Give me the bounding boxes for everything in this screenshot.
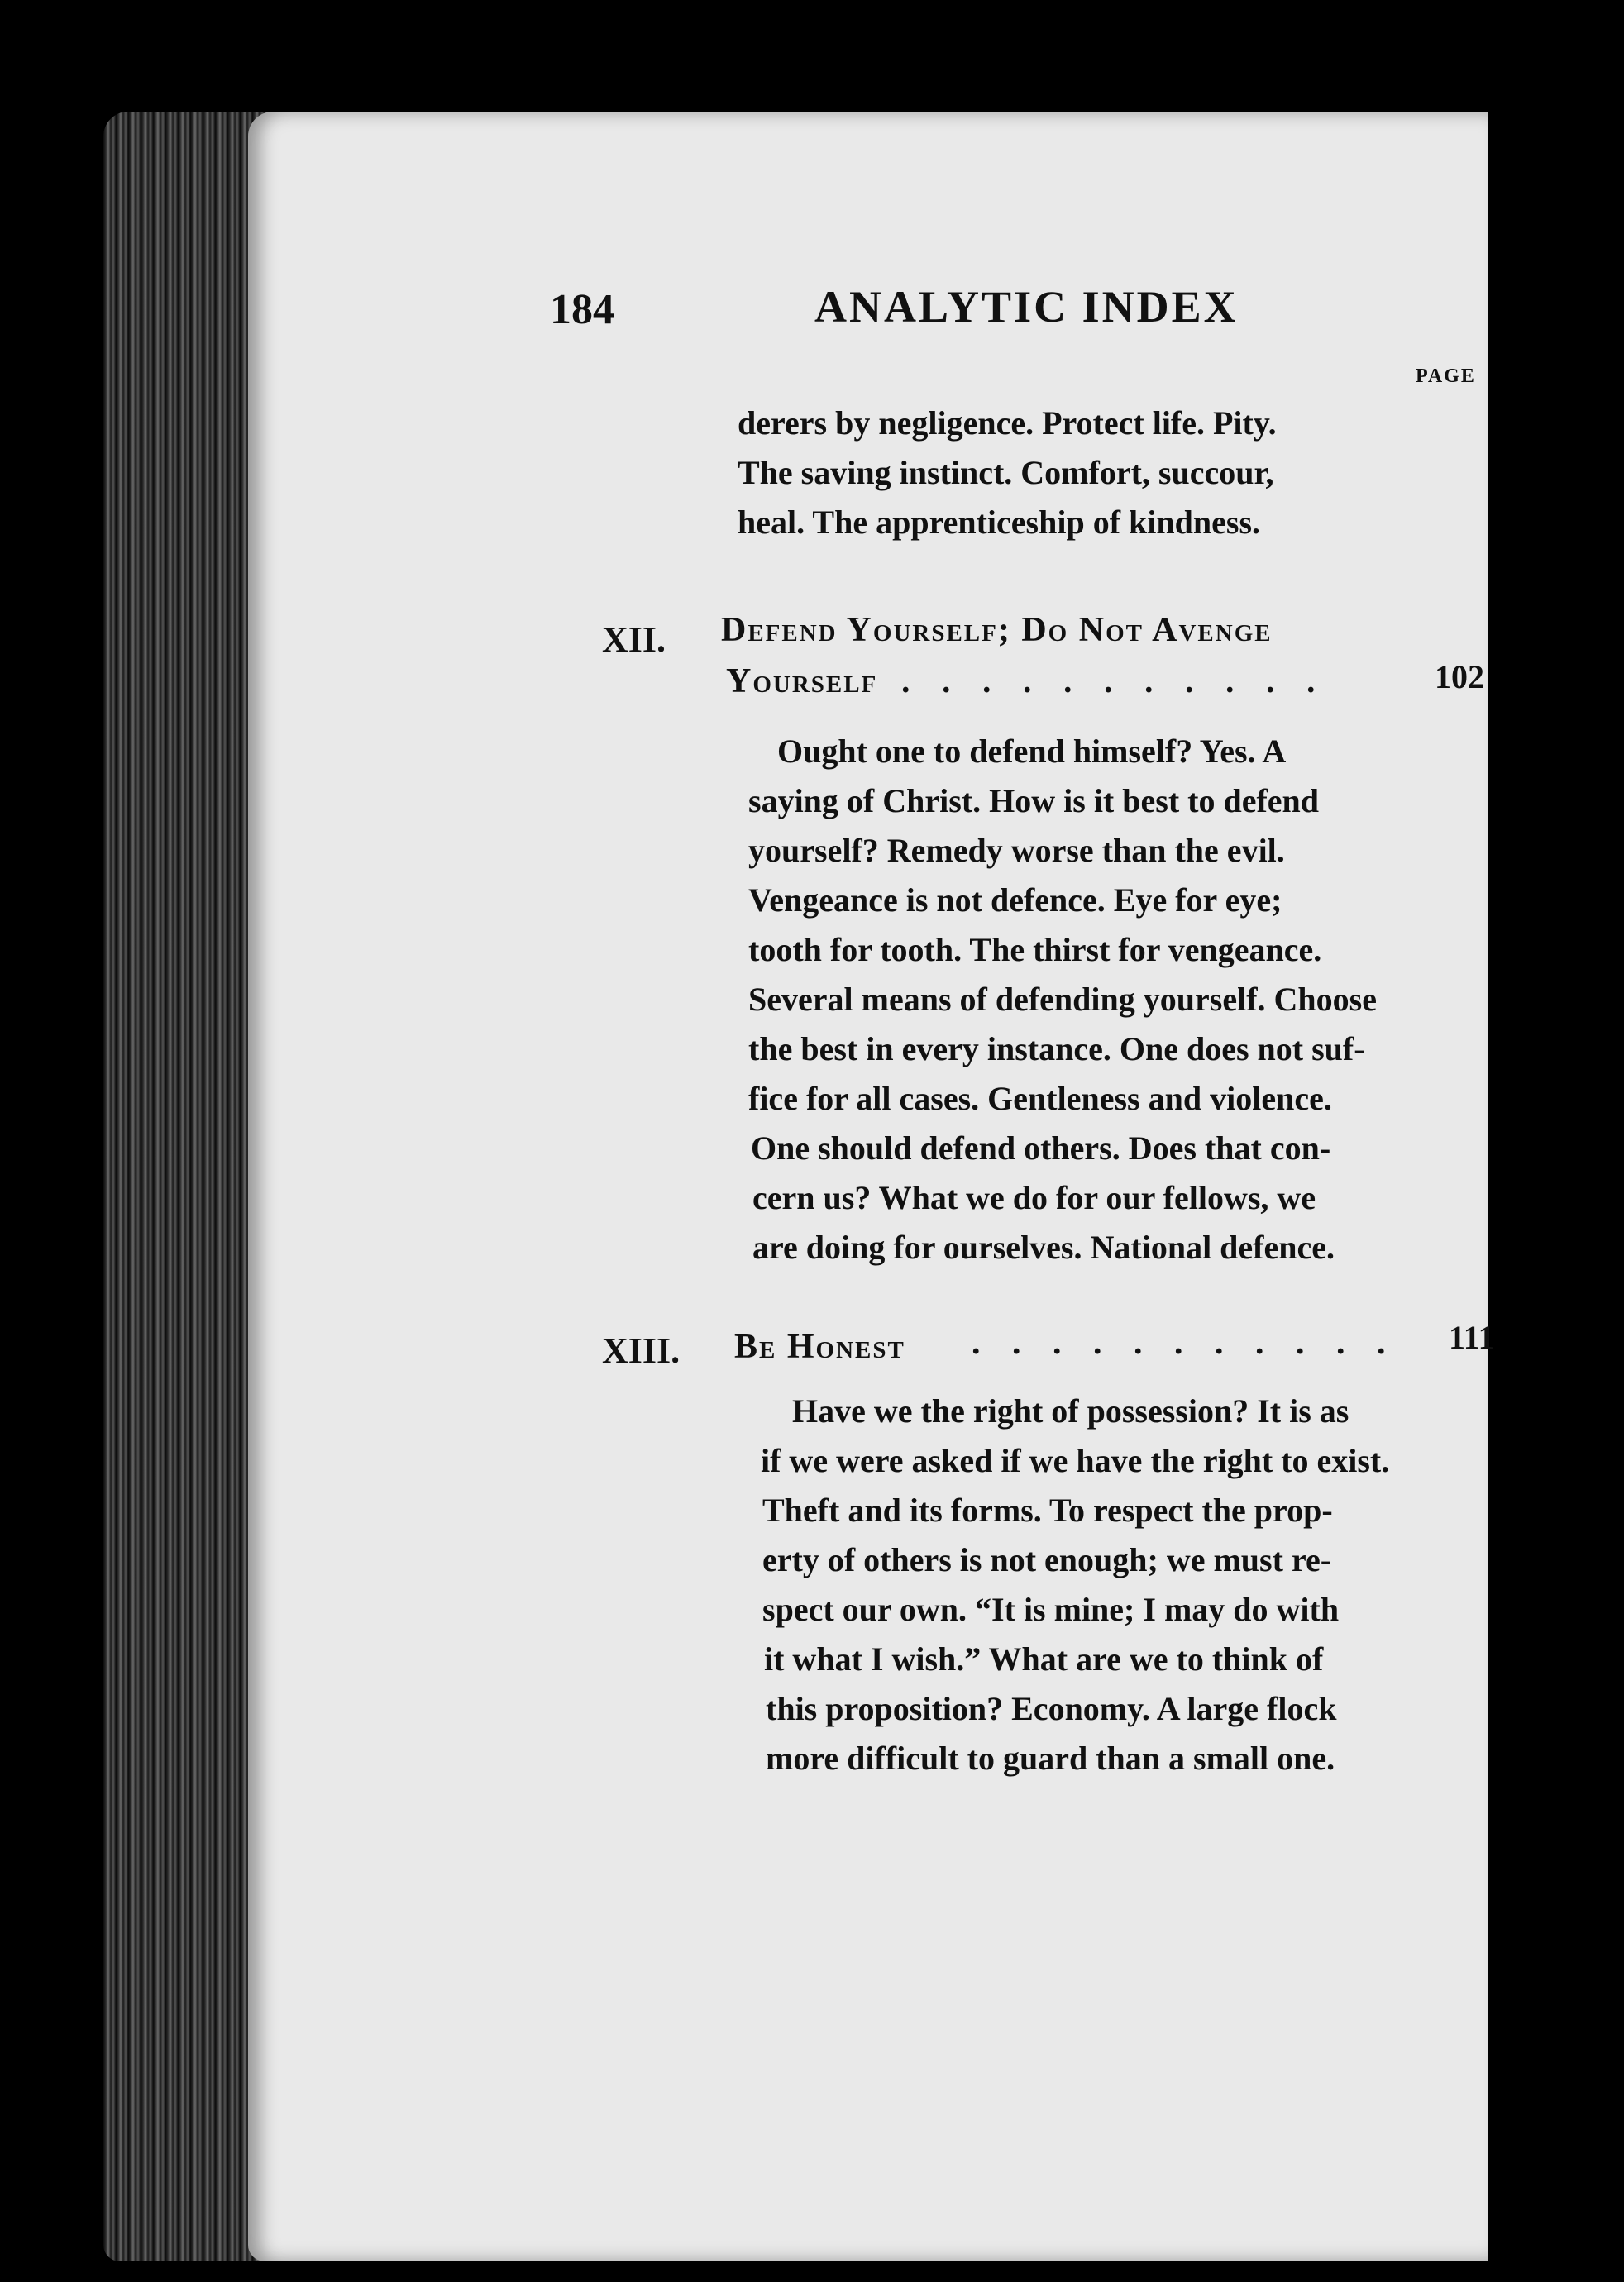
- entry-numeral: XII.: [602, 619, 666, 660]
- entry-summary-line: Ought one to defend himself? Yes. A: [777, 733, 1287, 770]
- entry-summary-line: Vengeance is not defence. Eye for eye;: [748, 881, 1282, 919]
- entry-summary-line: fice for all cases. Gentleness and violence.: [748, 1080, 1332, 1117]
- entry-summary-line: are doing for ourselves. National defence.: [752, 1229, 1335, 1266]
- entry-summary-line: Theft and its forms. To respect the prop-: [762, 1492, 1333, 1529]
- entry-summary-line: this proposition? Economy. A large flock: [766, 1690, 1337, 1727]
- continuation-line: heal. The apprenticeship of kindness.: [738, 504, 1261, 541]
- entry-summary-line: it what I wish.” What are we to think of: [764, 1640, 1324, 1678]
- entry-summary-line: saying of Christ. How is it best to defend: [748, 782, 1320, 819]
- continuation-line: derers by negligence. Protect life. Pity.: [738, 404, 1277, 442]
- running-head: ANALYTIC INDEX: [814, 282, 1239, 332]
- entry-page-number: 102: [1435, 658, 1484, 695]
- entry-summary-line: more difficult to guard than a small one.: [766, 1740, 1335, 1777]
- entry-summary-line: erty of others is not enough; we must re-: [762, 1541, 1332, 1578]
- entry-summary-line: cern us? What we do for our fellows, we: [752, 1179, 1316, 1216]
- entry-summary-line: spect our own. “It is mine; I may do with: [762, 1591, 1340, 1628]
- entry-page-number: 111: [1449, 1319, 1495, 1356]
- page-number: 184: [550, 286, 614, 333]
- entry-summary-line: yourself? Remedy worse than the evil.: [748, 832, 1285, 869]
- entry-title-continued: Yourself: [726, 662, 878, 700]
- entry-summary-line: the best in every instance. One does not suf-: [748, 1030, 1365, 1067]
- entry-summary-line: if we were asked if we have the right to exist.: [761, 1442, 1390, 1479]
- continuation-line: The saving instinct. Comfort, succour,: [738, 454, 1274, 491]
- entry-summary-line: Several means of defending yourself. Choose: [748, 981, 1377, 1018]
- entry-summary-line: One should defend others. Does that con-: [751, 1129, 1331, 1167]
- leader-dots: . . . . . . . . . . .: [901, 662, 1327, 700]
- leader-dots: . . . . . . . . . . .: [972, 1324, 1397, 1362]
- entry-summary-line: Have we the right of possession? It is as: [792, 1392, 1349, 1430]
- entry-title: Defend Yourself; Do Not Avenge: [721, 611, 1273, 649]
- page-column-label: PAGE: [1416, 365, 1476, 387]
- entry-numeral: XIII.: [602, 1330, 681, 1371]
- entry-summary-line: tooth for tooth. The thirst for vengeance.: [748, 931, 1322, 968]
- entry-title: Be Honest: [734, 1328, 905, 1366]
